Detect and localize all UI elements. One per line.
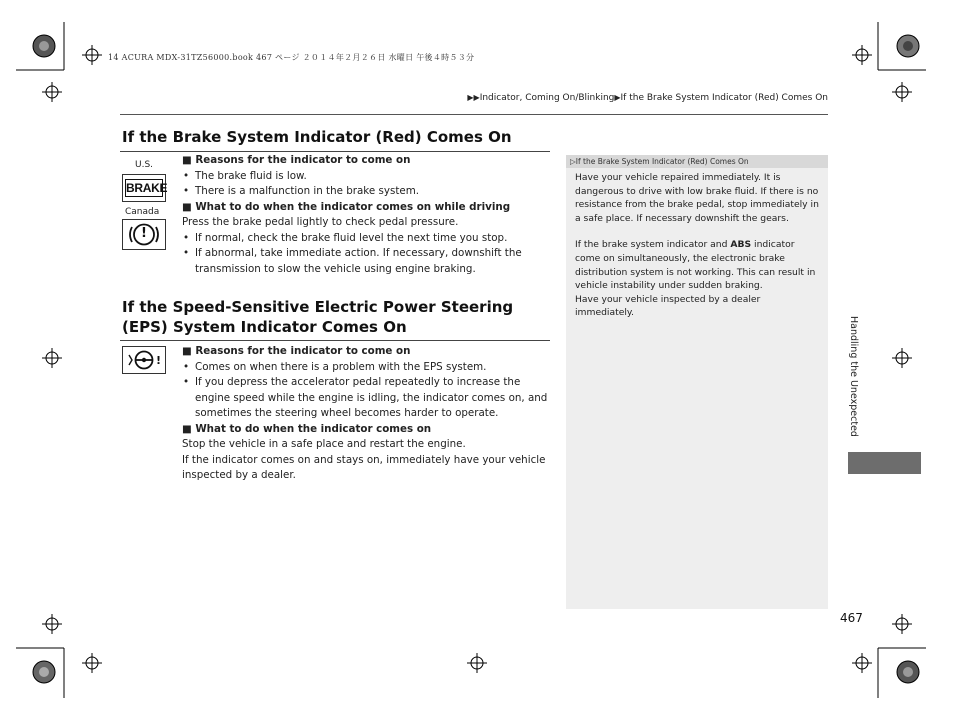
list-item: • There is a malfunction in the brake system. [182, 184, 552, 200]
brake-what-heading: ■ What to do when the indicator comes on while driving [182, 200, 511, 213]
brake-warning-canada-icon [122, 219, 166, 250]
breadcrumb [467, 93, 828, 103]
header-rule [120, 114, 828, 115]
sidebar-para: Have your vehicle inspected by a dealer immediately. [575, 293, 761, 319]
list-item: • Comes on when there is a problem with the EPS system. [182, 360, 552, 376]
side-tab-label[interactable]: Handling the Unexpected [848, 316, 859, 437]
sidebar-note [566, 155, 828, 609]
exclamation-icon: ! [141, 226, 147, 241]
list-item: • If you depress the accelerator pedal repeatedly to increase the engine speed while the engine is idling, the indicator comes on, and sometimes the steering wheel becomes harder to operate. [182, 375, 552, 422]
brake-reasons-heading: ■ Reasons for the indicator to come on [182, 154, 411, 166]
sidebar-para: Have your vehicle repaired immediately. It is dangerous to drive with low brake fluid. If there is no resistance from the brake pedal, stop immediately in a safe place. If necessary downshift the gears. [575, 172, 819, 224]
us-label: U.S. [135, 160, 154, 170]
side-tab-block [848, 452, 921, 474]
breadcrumb-parent[interactable]: Indicator, Coming On/Blinking [479, 93, 615, 103]
page-number: 467 [840, 611, 863, 625]
section-rule [120, 340, 550, 341]
eps-what-line: Stop the vehicle in a safe place and restart the engine. [182, 438, 466, 450]
sidebar-text [566, 168, 828, 320]
eps-section-title: If the Speed-Sensitive Electric Power Steering (EPS) System Indicator Comes On [122, 298, 514, 336]
section-rule [120, 151, 550, 152]
svg-text:!: ! [156, 354, 162, 367]
breadcrumb-current: If the Brake System Indicator (Red) Comes On [620, 93, 828, 103]
brake-what-intro: Press the brake pedal lightly to check pedal pressure. [182, 216, 459, 228]
eps-what-heading: ■ What to do when the indicator comes on [182, 422, 432, 435]
list-item: • If abnormal, take immediate action. If necessary, downshift the transmission to slow the vehicle using engine braking. [182, 246, 552, 277]
brake-indicator-icon [122, 174, 166, 202]
sidebar-header: ▷If the Brake System Indicator (Red) Comes On [566, 155, 828, 168]
brake-body [182, 153, 552, 277]
sidebar-arrow-icon: ▷ [570, 157, 576, 166]
sidebar-para: If the brake system indicator and ABS indicator come on simultaneously, the electronic brake distribution system is not working. This can result in vehicle instability under sudden braking. [575, 239, 816, 292]
file-info: 14 ACURA MDX-31TZ56000.book 467 ページ ２０１４年２月２６日 水曜日 午後４時５３分 [108, 53, 475, 62]
brake-icon-text: BRAKE [126, 181, 168, 195]
eps-what-line: If the indicator comes on and stays on, immediately have your vehicle inspected by a dealer. [182, 453, 546, 481]
brake-section-title: If the Brake System Indicator (Red) Comes On [122, 128, 512, 146]
eps-indicator-icon [122, 346, 166, 374]
canada-label: Canada [125, 207, 160, 217]
list-item: • The brake fluid is low. [182, 169, 552, 185]
arrow-icon: ▶ [614, 93, 621, 102]
double-arrow-icon: ▶▶ [467, 93, 480, 102]
list-item: • If normal, check the brake fluid level the next time you stop. [182, 231, 552, 247]
eps-reasons-heading: ■ Reasons for the indicator to come on [182, 345, 411, 357]
eps-body [182, 344, 552, 484]
